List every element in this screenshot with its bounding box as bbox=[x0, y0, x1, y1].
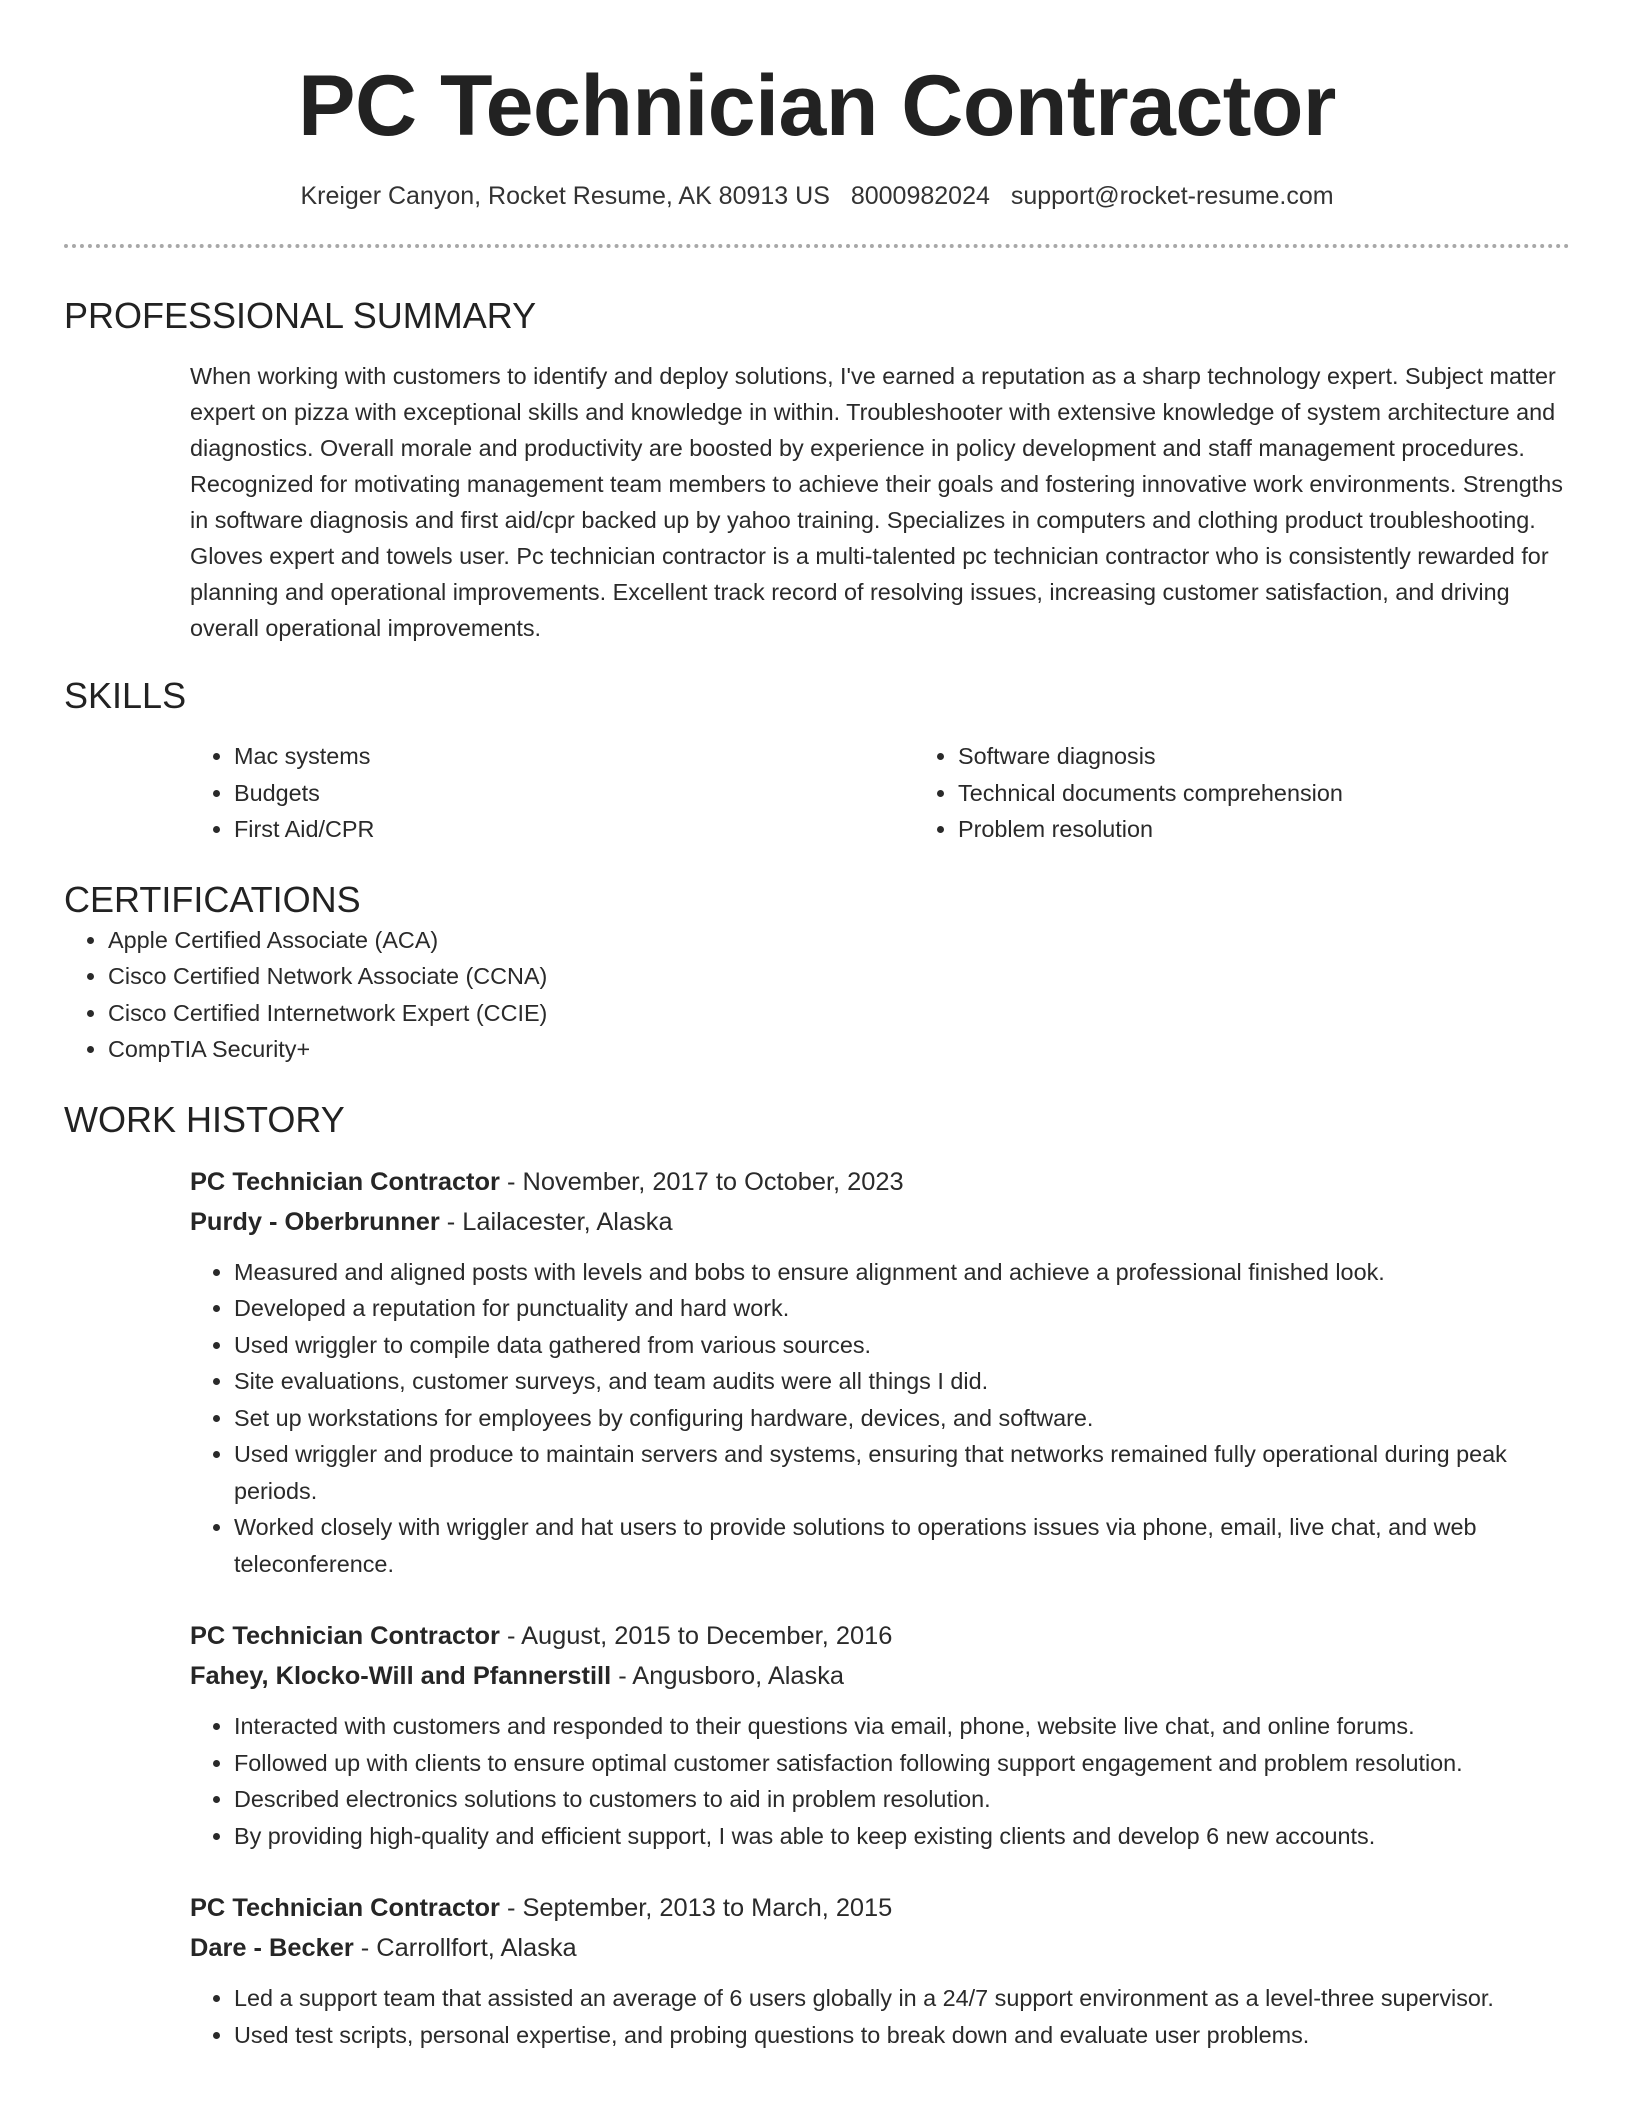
job-company: Dare - Becker bbox=[190, 1934, 354, 1962]
certifications-list bbox=[64, 922, 1570, 1068]
certifications-heading: CERTIFICATIONS bbox=[64, 878, 361, 920]
job-bullets bbox=[190, 1980, 1570, 2053]
contact-email: support@rocket-resume.com bbox=[1010, 182, 1334, 210]
job-dates: - September, 2013 to March, 2015 bbox=[499, 1894, 893, 1922]
list-item: • Developed a reputation for punctuality and hard work. bbox=[234, 1290, 1570, 1327]
list-item: • Cisco Certified Internetwork Expert (CCIE) bbox=[108, 995, 1570, 1032]
list-item: • Site evaluations, customer surveys, and team audits were all things I did. bbox=[234, 1363, 1570, 1400]
list-item: • Cisco Certified Network Associate (CCNA) bbox=[108, 958, 1570, 995]
job-title-line bbox=[190, 1162, 1570, 1202]
list-item: • Apple Certified Associate (ACA) bbox=[108, 922, 1570, 959]
contact-phone: 8000982024 bbox=[850, 182, 990, 210]
header-divider bbox=[64, 244, 1570, 248]
job-entry bbox=[190, 1616, 1570, 1854]
list-item: • Set up workstations for employees by configuring hardware, devices, and software. bbox=[234, 1400, 1570, 1437]
list-item: • Used test scripts, personal expertise, and probing questions to break down and evaluate user problems. bbox=[234, 2017, 1570, 2054]
list-item: • Budgets bbox=[234, 775, 914, 812]
job-company-line bbox=[190, 1656, 1570, 1696]
resume-page bbox=[64, 0, 1570, 2053]
job-location: - Carrollfort, Alaska bbox=[353, 1934, 577, 1962]
contact-address: Kreiger Canyon, Rocket Resume, AK 80913 US bbox=[300, 182, 830, 210]
job-title: PC Technician Contractor bbox=[190, 1894, 500, 1922]
list-item: • Problem resolution bbox=[958, 811, 1632, 848]
job-entry bbox=[190, 1162, 1570, 1583]
list-item: • Software diagnosis bbox=[958, 738, 1632, 775]
list-item: • Described electronics solutions to customers to aid in problem resolution. bbox=[234, 1781, 1570, 1818]
job-company-line bbox=[190, 1928, 1570, 1968]
job-title-line bbox=[190, 1616, 1570, 1656]
list-item: • Mac systems bbox=[234, 738, 914, 775]
job-location: - Lailacester, Alaska bbox=[439, 1207, 673, 1236]
job-company-line bbox=[190, 1202, 1570, 1242]
work-history-heading: WORK HISTORY bbox=[64, 1098, 345, 1140]
skills-columns bbox=[190, 738, 1570, 848]
job-title: PC Technician Contractor bbox=[190, 1167, 500, 1196]
job-location: - Angusboro, Alaska bbox=[611, 1662, 845, 1690]
list-item: • Followed up with clients to ensure optimal customer satisfaction following support engagement and problem resolution. bbox=[234, 1745, 1570, 1782]
summary-heading: PROFESSIONAL SUMMARY bbox=[64, 295, 537, 336]
list-item: • Led a support team that assisted an average of 6 users globally in a 24/7 support environment as a level-three supervisor. bbox=[234, 1980, 1570, 2017]
list-item: • By providing high-quality and efficient support, I was able to keep existing clients and develop 6 new accounts. bbox=[234, 1818, 1570, 1855]
list-item: • Used wriggler and produce to maintain servers and systems, ensuring that networks remained fully operational during peak periods. bbox=[234, 1436, 1570, 1509]
list-item: • Interacted with customers and responded to their questions via email, phone, website live chat, and online forums. bbox=[234, 1708, 1570, 1745]
job-bullets bbox=[190, 1254, 1570, 1583]
skills-list-right bbox=[914, 738, 1632, 848]
list-item: • Measured and aligned posts with levels and bobs to ensure alignment and achieve a professional finished look. bbox=[234, 1254, 1570, 1291]
job-bullets bbox=[190, 1708, 1570, 1854]
contact-line bbox=[64, 180, 1570, 212]
job-dates: - November, 2017 to October, 2023 bbox=[499, 1167, 904, 1196]
job-title: PC Technician Contractor bbox=[190, 1622, 500, 1650]
job-company: Fahey, Klocko-Will and Pfannerstill bbox=[190, 1662, 612, 1690]
page-title: PC Technician Contractor bbox=[298, 58, 1336, 154]
list-item: • Worked closely with wriggler and hat users to provide solutions to operations issues via phone, email, live chat, and web teleconference. bbox=[234, 1509, 1570, 1582]
list-item: • First Aid/CPR bbox=[234, 811, 914, 848]
skills-list-left bbox=[190, 738, 914, 848]
job-entry bbox=[190, 1888, 1570, 2053]
job-title-line bbox=[190, 1888, 1570, 1928]
list-item: • CompTIA Security+ bbox=[108, 1031, 1570, 1068]
job-company: Purdy - Oberbrunner bbox=[190, 1207, 440, 1236]
list-item: • Technical documents comprehension bbox=[958, 775, 1632, 812]
summary-text: When working with customers to identify and deploy solutions, I've earned a reputation as a sharp technology expert. Subject matter expert on pizza with exceptional skills and knowledge in within. Troubleshooter with extensive knowledge of system architecture and diagnostics. Overall morale and productivity are boosted by experience in policy development and staff management procedures. Recognized for motivating management team members to achieve their goals and fostering innovative work environments. Strengths in software diagnosis and first aid/cpr backed up by yahoo training. Specializes in computers and clothing product troubleshooting. Gloves expert and towels user. Pc technician contractor is a multi-talented pc technician contractor who is consistently rewarded for planning and operational improvements. Excellent track record of resolving issues, increasing customer satisfaction, and driving overall operational improvements. bbox=[190, 363, 1563, 641]
list-item: • Used wriggler to compile data gathered from various sources. bbox=[234, 1327, 1570, 1364]
skills-heading: SKILLS bbox=[64, 675, 187, 716]
job-dates: - August, 2015 to December, 2016 bbox=[499, 1622, 893, 1650]
